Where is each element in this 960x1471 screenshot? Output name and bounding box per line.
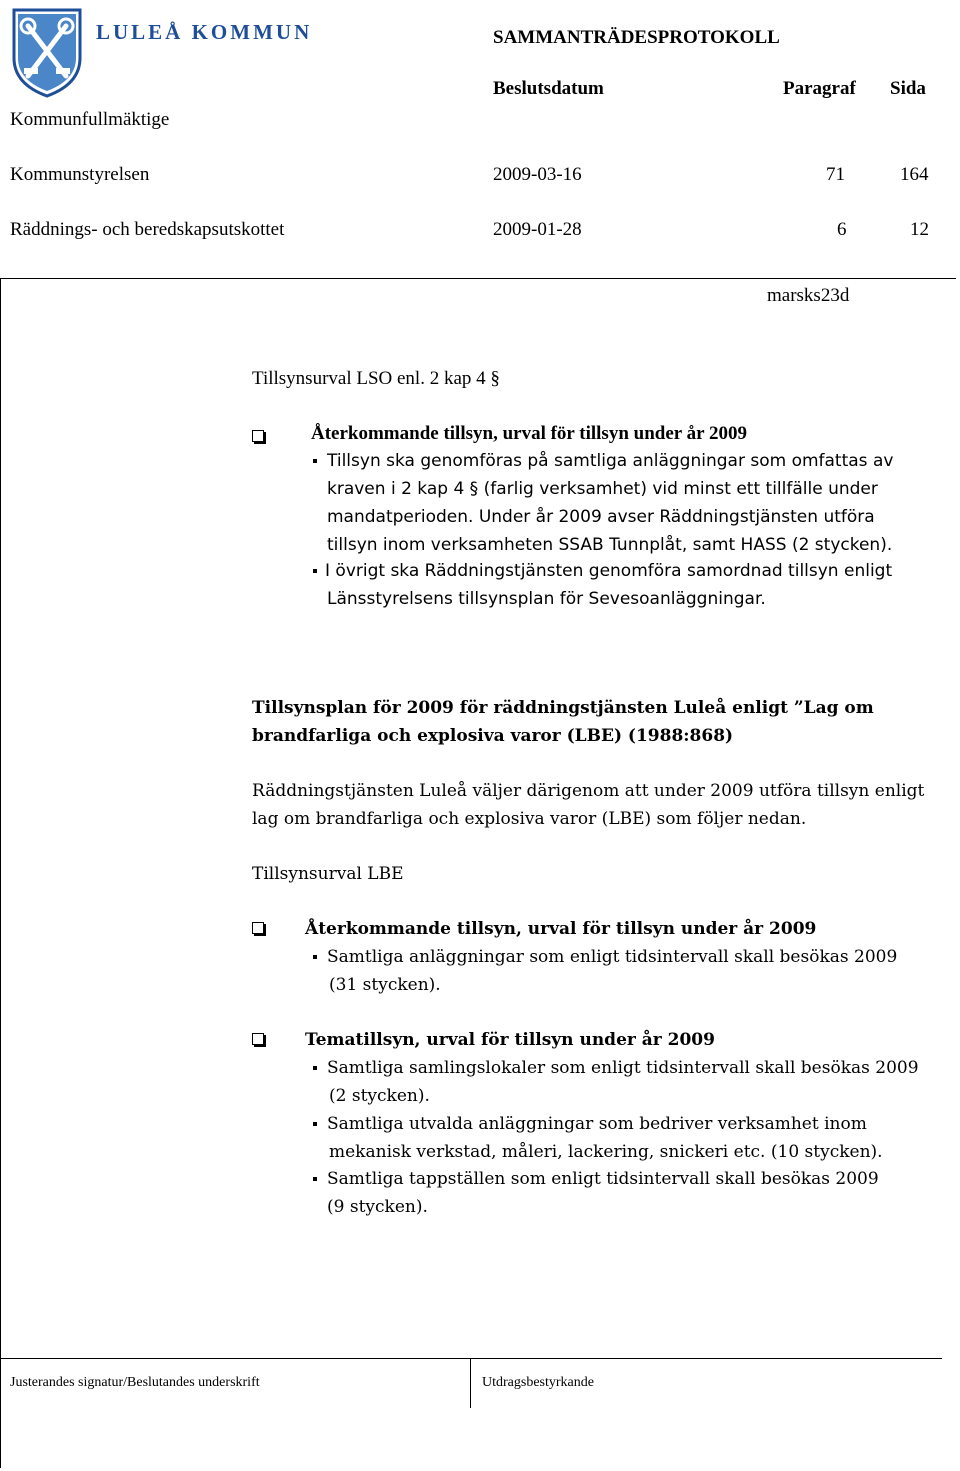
- bullet-icon: [313, 459, 317, 463]
- org-name: LULEÅ KOMMUN: [96, 20, 313, 44]
- paragraph-number: 6: [837, 219, 847, 240]
- body-name: Räddnings- och beredskapsutskottet: [10, 219, 285, 240]
- bullet-text: I övrigt ska Räddningstjänsten genomföra samordnad tillsyn enligt: [325, 561, 893, 581]
- bullet-text: mekanisk verkstad, måleri, lackering, snickeri etc. (10 stycken).: [329, 1142, 883, 1162]
- col-page-header: Sida: [890, 78, 926, 99]
- bullet-text: (2 stycken).: [329, 1086, 430, 1106]
- decision-date: 2009-01-28: [493, 219, 582, 240]
- checkbox-icon: [252, 922, 264, 934]
- section-heading: brandfarliga och explosiva varor (LBE) (1988:868): [252, 726, 734, 746]
- item-title: Tematillsyn, urval för tillsyn under år 2009: [305, 1030, 715, 1050]
- bullet-icon: [313, 1122, 317, 1126]
- subsection-title: Tillsynsurval LBE: [252, 864, 404, 884]
- bullet-icon: [313, 1177, 317, 1181]
- paragraph-text: Räddningstjänsten Luleå väljer därigenom att under 2009 utföra tillsyn enligt: [252, 781, 925, 801]
- bullet-text: Samtliga tappställen som enligt tidsintervall skall besökas 2009: [327, 1169, 879, 1189]
- footer-divider: [470, 1358, 471, 1408]
- bullet-icon: [313, 1066, 317, 1070]
- bullet-text: (9 stycken).: [327, 1197, 428, 1217]
- bullet-text: kraven i 2 kap 4 § (farlig verksamhet) vid minst ett tillfälle under: [327, 479, 878, 499]
- bullet-icon: [313, 955, 317, 959]
- page-number: 12: [910, 219, 929, 240]
- signature-label: Justerandes signatur/Beslutandes underskrift: [10, 1375, 260, 1390]
- page-number: 164: [900, 164, 929, 185]
- bullet-text: Tillsyn ska genomföras på samtliga anläggningar som omfattas av: [327, 451, 894, 471]
- bullet-text: Länsstyrelsens tillsynsplan för Sevesoanläggningar.: [327, 589, 766, 609]
- bullet-text: Samtliga utvalda anläggningar som bedriver verksamhet inom: [327, 1114, 867, 1134]
- certification-label: Utdragsbestyrkande: [482, 1375, 594, 1390]
- section-heading: Tillsynsplan för 2009 för räddningstjänsten Luleå enligt ”Lag om: [252, 698, 874, 718]
- checkbox-icon: [252, 1033, 264, 1045]
- crest-logo-icon: [10, 6, 84, 98]
- body-name: Kommunstyrelsen: [10, 164, 150, 185]
- bullet-text: Samtliga anläggningar som enligt tidsintervall skall besökas 2009: [327, 947, 898, 967]
- bullet-text: Samtliga samlingslokaler som enligt tidsintervall skall besökas 2009: [327, 1058, 919, 1078]
- paragraph-number: 71: [826, 164, 845, 185]
- item-title: Återkommande tillsyn, urval för tillsyn under år 2009: [311, 423, 747, 444]
- bullet-icon: [313, 569, 317, 573]
- checkbox-icon: [252, 430, 264, 442]
- decision-date: 2009-03-16: [493, 164, 582, 185]
- footer-rule: [0, 1358, 942, 1359]
- body-name: Kommunfullmäktige: [10, 109, 170, 130]
- doc-type: SAMMANTRÄDESPROTOKOLL: [493, 27, 780, 48]
- col-para-header: Paragraf: [783, 78, 856, 99]
- col-date-header: Beslutsdatum: [493, 78, 604, 99]
- section-title: Tillsynsurval LSO enl. 2 kap 4 §: [252, 368, 500, 389]
- bullet-text: (31 stycken).: [329, 975, 441, 995]
- item-title: Återkommande tillsyn, urval för tillsyn under år 2009: [305, 919, 817, 939]
- bullet-text: mandatperioden. Under år 2009 avser Räddningstjänsten utföra: [327, 507, 875, 527]
- paragraph-text: lag om brandfarliga och explosiva varor (LBE) som följer nedan.: [252, 809, 807, 829]
- bullet-text: tillsyn inom verksamheten SSAB Tunnplåt, samt HASS (2 stycken).: [327, 535, 893, 555]
- reference-code: marsks23d: [767, 285, 850, 306]
